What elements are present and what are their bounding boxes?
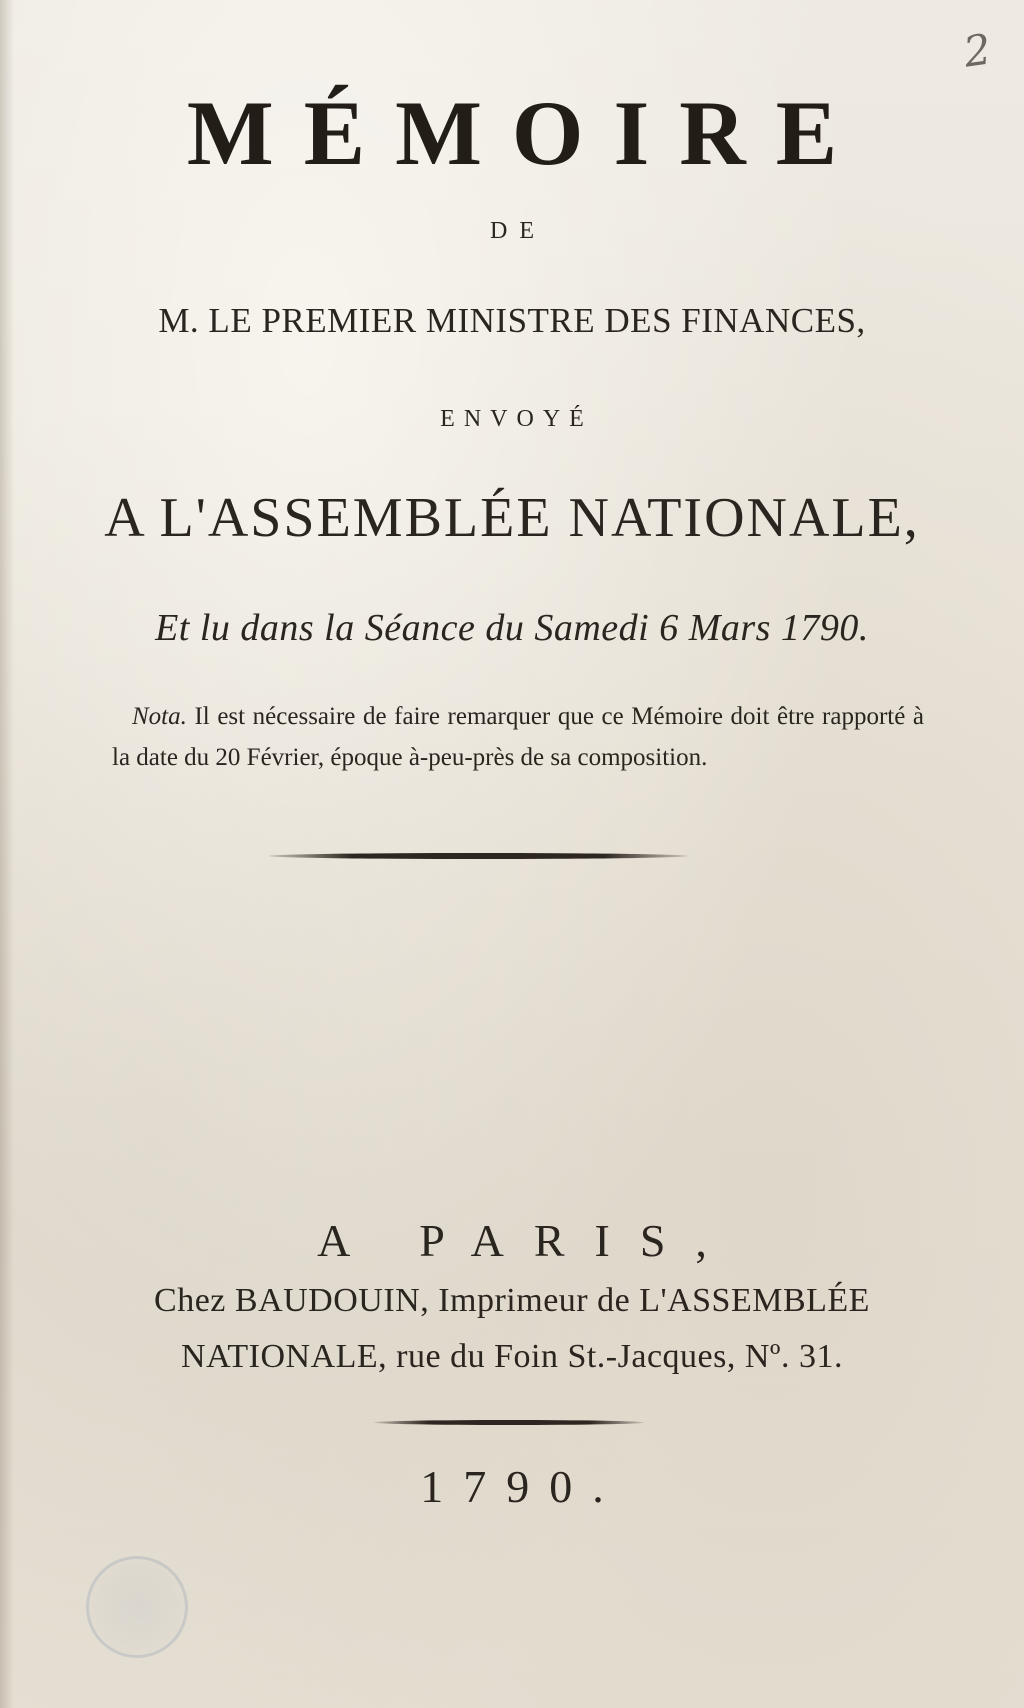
recipient-line: A L'ASSEMBLÉE NATIONALE,: [104, 487, 920, 549]
imprint-printer-line: Chez BAUDOUIN, Imprimeur de L'ASSEMBLÉE: [154, 1282, 870, 1319]
ornamental-rule-top: [268, 853, 688, 859]
sent-label: ENVOYÉ: [440, 406, 593, 432]
session-line: Et lu dans la Séance du Samedi 6 Mars 1790.: [155, 607, 869, 649]
imprint-city: A PARIS,: [317, 1215, 737, 1266]
folio-number: 2: [960, 24, 995, 77]
nota-paragraph: [112, 696, 924, 778]
ornamental-rule-bottom: [374, 1420, 644, 1425]
imprint-year: 1790.: [420, 1461, 624, 1512]
title-preposition: DE: [490, 218, 546, 244]
page-spine-shadow: [0, 0, 14, 1708]
imprint-address-line: NATIONALE, rue du Foin St.-Jacques, Nº. 31.: [181, 1338, 843, 1375]
library-stamp: [86, 1556, 188, 1658]
nota-label: Nota.: [132, 703, 187, 730]
document-title: MÉMOIRE: [186, 82, 868, 184]
nota-text: Il est nécessaire de faire remarquer que ce Mémoire doit être rapporté à la date du 20 Février, époque à-peu-près de sa composition.: [112, 703, 925, 771]
author-line: M. LE PREMIER MINISTRE DES FINANCES,: [158, 301, 866, 340]
